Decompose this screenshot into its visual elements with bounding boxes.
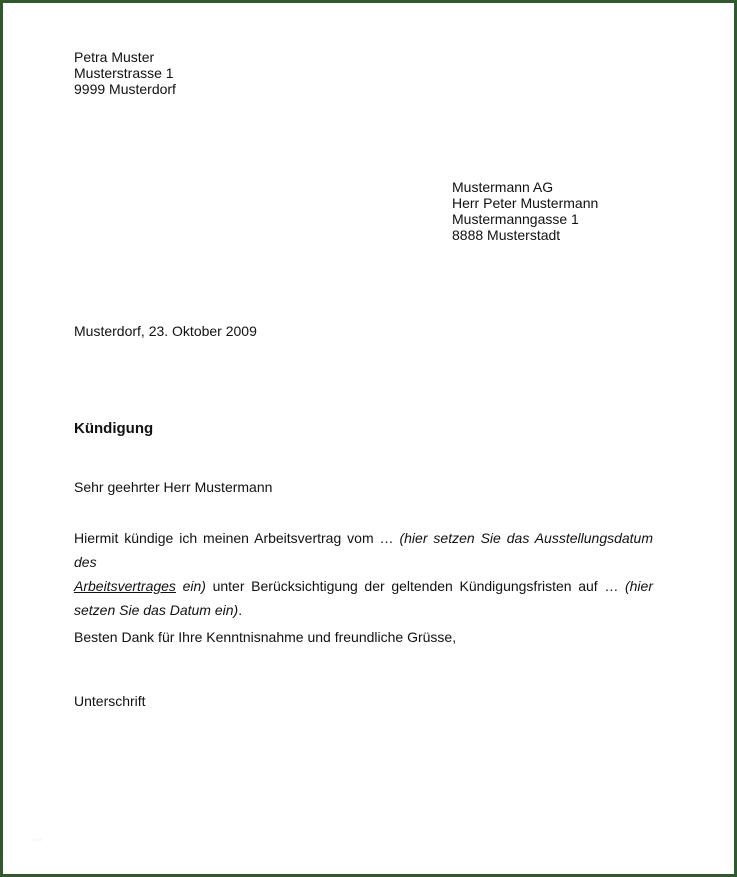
sender-city: 9999 Musterdorf (74, 81, 176, 97)
subject-heading: Kündigung (74, 420, 154, 437)
body-text-segment: . (238, 602, 243, 618)
body-placeholder-hint: Arbeitsvertrages (74, 578, 176, 594)
signature-placeholder: Unterschrift (74, 693, 146, 709)
sender-address (74, 49, 176, 97)
recipient-contact: Herr Peter Mustermann (452, 195, 599, 211)
body-line-3 (74, 598, 653, 622)
sender-name: Petra Muster (74, 49, 155, 65)
body-paragraph (74, 526, 653, 622)
body-text-segment: unter Berücksichtigung der geltenden Kündigungsfristen auf … (205, 578, 625, 594)
recipient-street: Mustermanngasse 1 (452, 211, 579, 227)
date-line: Musterdorf, 23. Oktober 2009 (74, 323, 257, 339)
closing-line: Besten Dank für Ihre Kenntnisnahme und freundliche Grüsse, (74, 629, 457, 645)
body-text-segment: Hiermit kündige ich meinen Arbeitsvertrag vom … (74, 530, 400, 546)
body-placeholder-hint: (hier (624, 578, 653, 594)
recipient-company: Mustermann AG (452, 179, 554, 195)
body-placeholder-hint: (hier setzen Sie das Ausstellungsdatum des (74, 530, 654, 570)
recipient-city: 8888 Musterstadt (452, 227, 561, 243)
sender-street: Musterstrasse 1 (74, 65, 174, 81)
body-placeholder-hint: ein) (175, 578, 206, 594)
recipient-address (452, 179, 598, 243)
body-placeholder-hint: setzen Sie das Datum ein) (74, 602, 239, 618)
watermark-mark: ◦◦◦◦ (31, 835, 43, 844)
salutation: Sehr geehrter Herr Mustermann (74, 479, 273, 495)
body-line-1 (74, 526, 653, 574)
body-line-2 (74, 574, 653, 598)
